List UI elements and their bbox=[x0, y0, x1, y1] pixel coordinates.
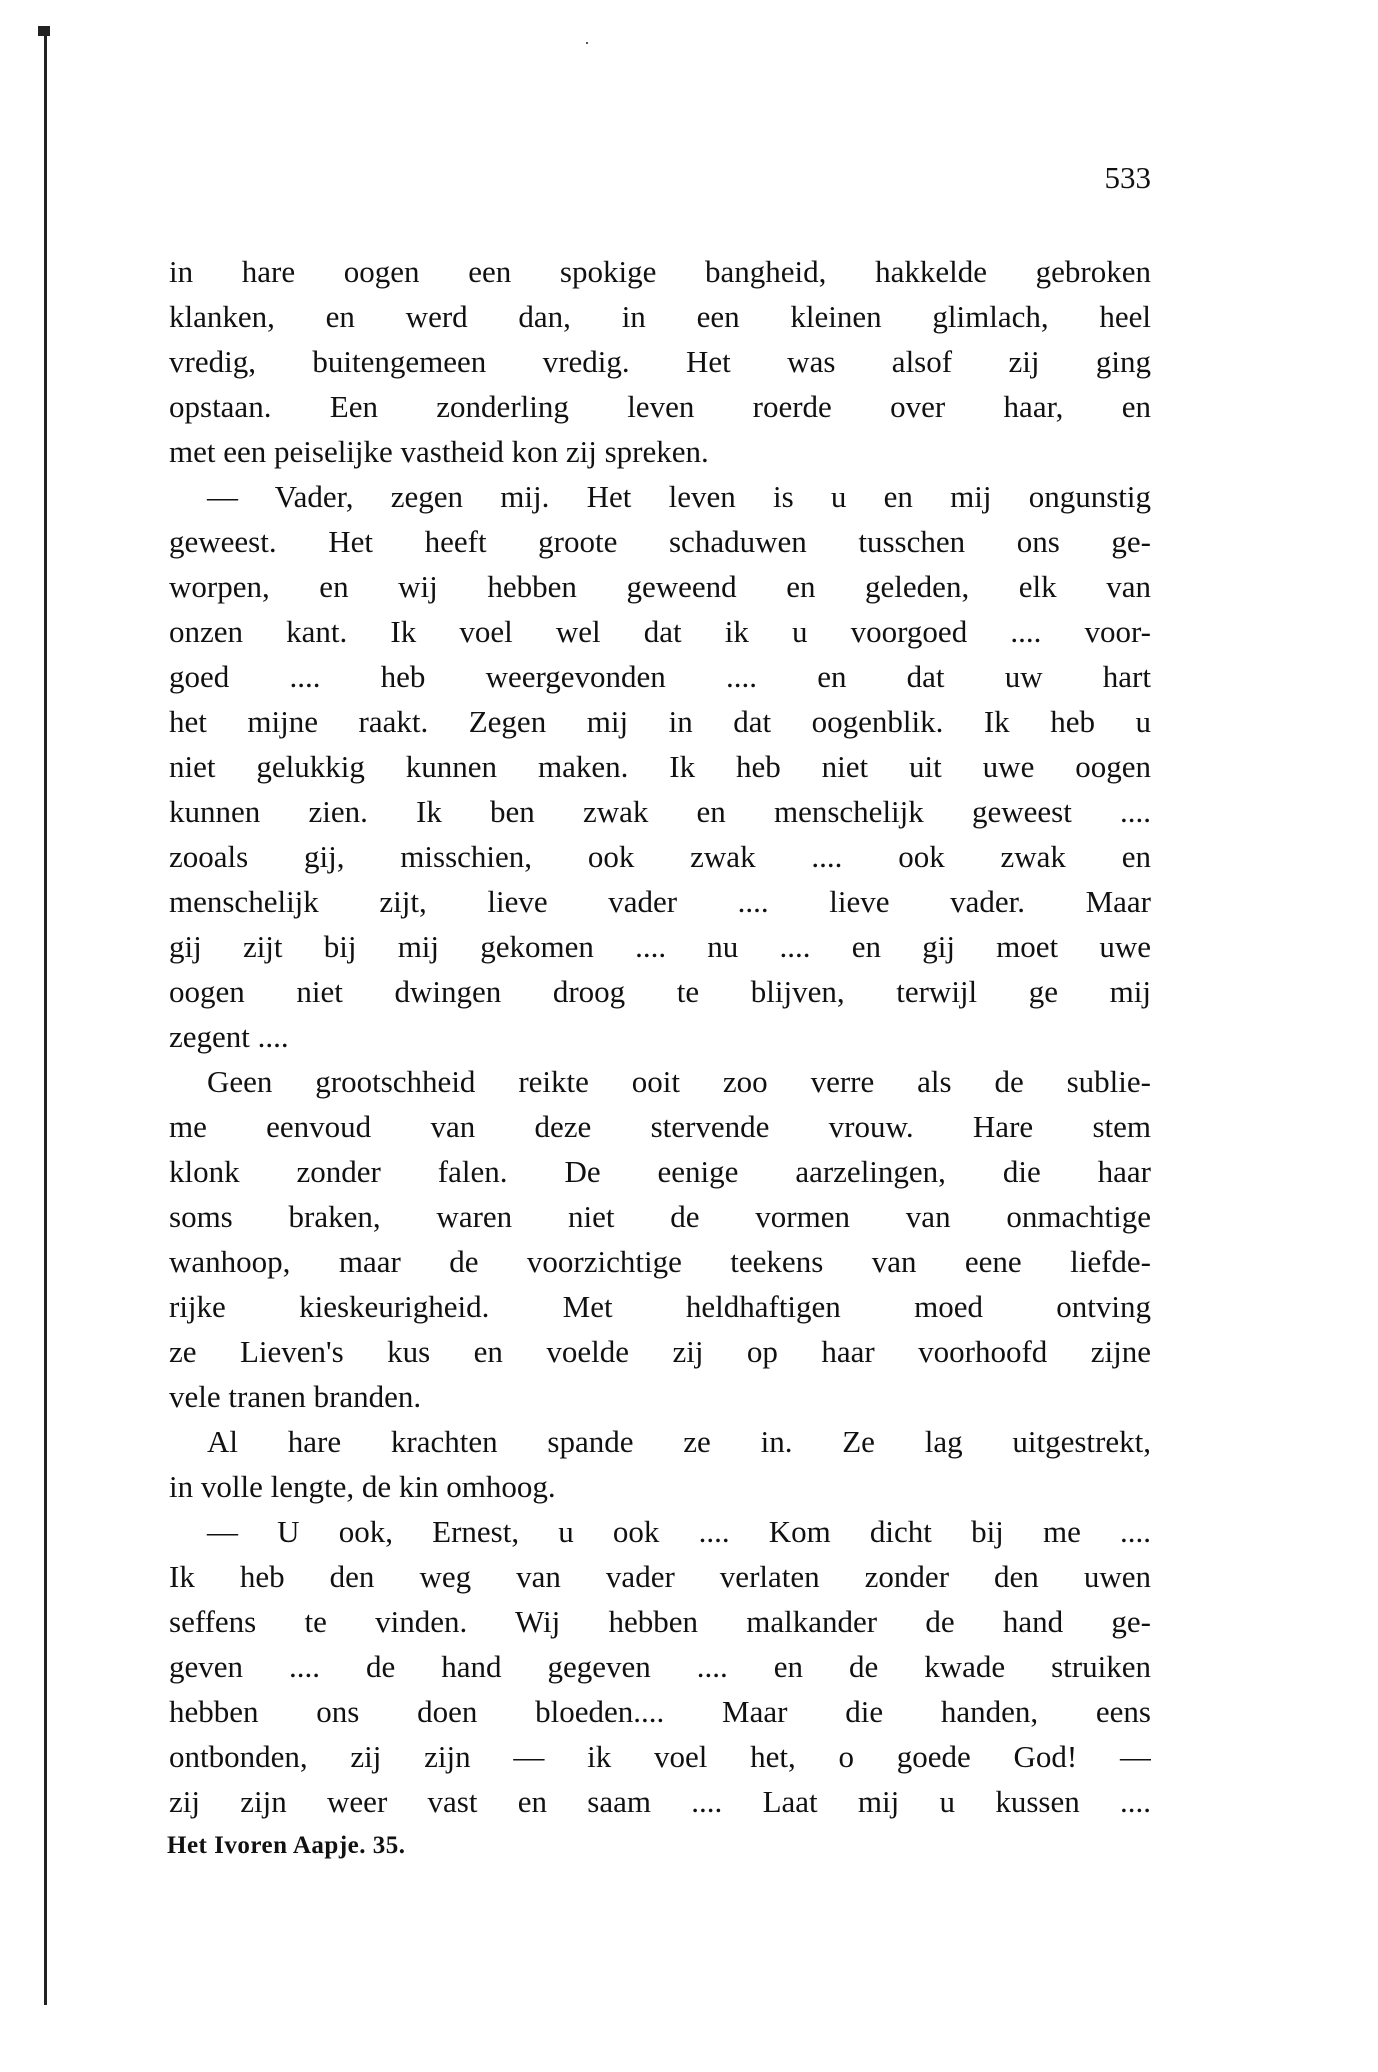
paragraph bbox=[169, 249, 1151, 474]
paragraph bbox=[169, 1509, 1151, 1824]
text-line: Geen grootschheid reikte ooit zoo verre als de sublie- bbox=[207, 1064, 1151, 1099]
body-text bbox=[169, 249, 1151, 1824]
text-line: klonk zonder falen. De eenige aarzelingen, die haar bbox=[169, 1154, 1151, 1189]
text-line: Ik heb den weg van vader verlaten zonder den uwen bbox=[169, 1559, 1151, 1594]
text-line: zij zijn weer vast en saam .... Laat mij u kussen .... bbox=[169, 1784, 1151, 1819]
text-line: zooals gij, misschien, ook zwak .... ook zwak en bbox=[169, 839, 1151, 874]
text-line: ontbonden, zij zijn — ik voel het, o goede God! — bbox=[169, 1739, 1151, 1774]
text-line: kunnen zien. Ik ben zwak en menschelijk geweest .... bbox=[169, 794, 1151, 829]
paragraph bbox=[169, 474, 1151, 1059]
text-line: het mijne raakt. Zegen mij in dat oogenblik. Ik heb u bbox=[169, 704, 1151, 739]
text-line: klanken, en werd dan, in een kleinen glimlach, heel bbox=[169, 299, 1151, 334]
scan-speck bbox=[586, 42, 588, 44]
text-line: vredig, buitengemeen vredig. Het was alsof zij ging bbox=[169, 344, 1151, 379]
page-edge-line bbox=[44, 30, 47, 2005]
text-line: hebben ons doen bloeden.... Maar die handen, eens bbox=[169, 1694, 1151, 1729]
text-line: wanhoop, maar de voorzichtige teekens van eene liefde- bbox=[169, 1244, 1151, 1279]
text-line: goed .... heb weergevonden .... en dat uw hart bbox=[169, 659, 1151, 694]
text-line: vele tranen branden. bbox=[169, 1379, 422, 1414]
text-line: zegent .... bbox=[169, 1019, 289, 1054]
text-line: gij zijt bij mij gekomen .... nu .... en gij moet uwe bbox=[169, 929, 1151, 964]
text-line: opstaan. Een zonderling leven roerde over haar, en bbox=[169, 389, 1151, 424]
footer-signature: Het Ivoren Aapje. 35. bbox=[167, 1832, 406, 1859]
text-line: ze Lieven's kus en voelde zij op haar voorhoofd zijne bbox=[169, 1334, 1151, 1369]
text-line: in hare oogen een spokige bangheid, hakkelde gebroken bbox=[169, 254, 1151, 289]
text-line: geven .... de hand gegeven .... en de kwade struiken bbox=[169, 1649, 1151, 1684]
text-line: geweest. Het heeft groote schaduwen tusschen ons ge- bbox=[169, 524, 1151, 559]
text-line: worpen, en wij hebben geweend en geleden, elk van bbox=[169, 569, 1151, 604]
text-line: onzen kant. Ik voel wel dat ik u voorgoed .... voor- bbox=[169, 614, 1151, 649]
text-line: oogen niet dwingen droog te blijven, terwijl ge mij bbox=[169, 974, 1151, 1009]
text-line: soms braken, waren niet de vormen van onmachtige bbox=[169, 1199, 1151, 1234]
text-line: me eenvoud van deze stervende vrouw. Hare stem bbox=[169, 1109, 1151, 1144]
text-line: in volle lengte, de kin omhoog. bbox=[169, 1469, 556, 1504]
text-line: — Vader, zegen mij. Het leven is u en mij ongunstig bbox=[207, 479, 1151, 514]
text-line: met een peiselijke vastheid kon zij spreken. bbox=[169, 434, 709, 469]
page-corner-mark bbox=[38, 26, 50, 36]
text-line: menschelijk zijt, lieve vader .... lieve vader. Maar bbox=[169, 884, 1151, 919]
text-line: seffens te vinden. Wij hebben malkander de hand ge- bbox=[169, 1604, 1151, 1639]
page-number: 533 bbox=[1104, 160, 1151, 195]
text-line: rijke kieskeurigheid. Met heldhaftigen moed ontving bbox=[169, 1289, 1151, 1324]
text-line: Al hare krachten spande ze in. Ze lag uitgestrekt, bbox=[207, 1424, 1151, 1459]
text-line: niet gelukkig kunnen maken. Ik heb niet uit uwe oogen bbox=[169, 749, 1151, 784]
paragraph bbox=[169, 1059, 1151, 1419]
text-line: — U ook, Ernest, u ook .... Kom dicht bij me .... bbox=[207, 1514, 1151, 1549]
paragraph bbox=[169, 1419, 1151, 1509]
